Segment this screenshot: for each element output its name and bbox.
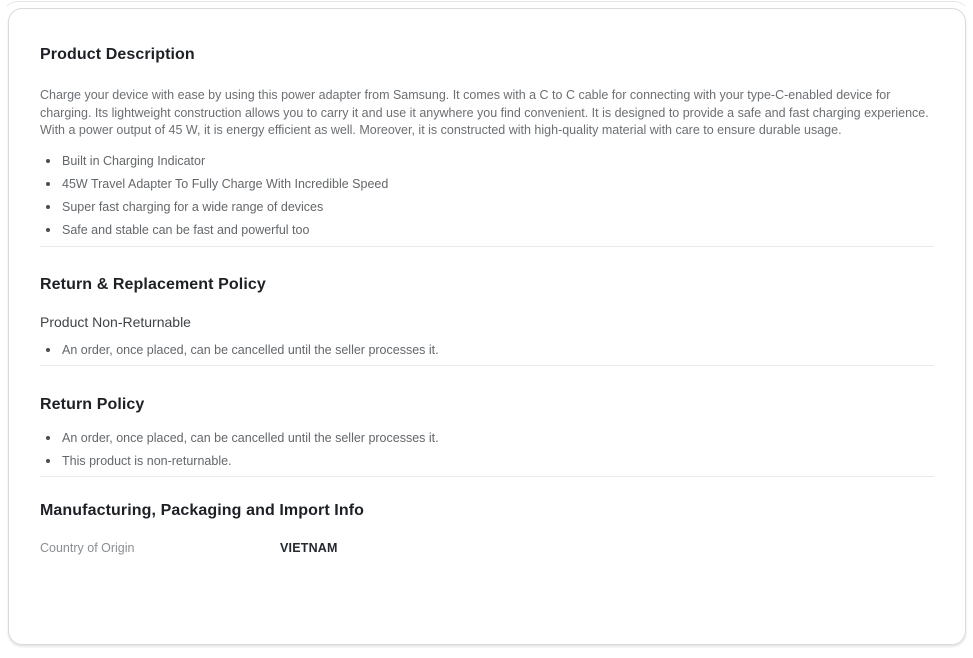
bullet-icon — [46, 348, 50, 352]
bullet-text: 45W Travel Adapter To Fully Charge With Incredible Speed — [62, 176, 389, 191]
return-replacement-policy-heading: Return & Replacement Policy — [40, 275, 266, 293]
bullet-icon — [46, 182, 50, 186]
bullet-text: An order, once placed, can be cancelled until the seller processes it. — [62, 430, 439, 445]
section-divider — [40, 246, 934, 247]
bullet-icon — [46, 459, 50, 463]
manufacturing-info-heading: Manufacturing, Packaging and Import Info — [40, 501, 365, 519]
list-item — [40, 222, 934, 238]
bullet-icon — [46, 159, 50, 163]
return-policy-heading: Return Policy — [40, 395, 145, 413]
bullet-icon — [46, 436, 50, 440]
list-item — [40, 430, 934, 446]
bullet-text: This product is non-returnable. — [62, 453, 232, 468]
non-returnable-subtitle: Product Non-Returnable — [40, 313, 191, 330]
bullet-icon — [46, 205, 50, 209]
bullet-text: Built in Charging Indicator — [62, 153, 206, 168]
product-details-card — [8, 8, 966, 645]
country-of-origin-label: Country of Origin — [40, 540, 135, 555]
list-item — [40, 199, 934, 215]
bullet-text: Super fast charging for a wide range of devices — [62, 199, 324, 214]
product-feature-list — [40, 153, 934, 238]
country-of-origin-value: VIETNAM — [280, 540, 338, 555]
product-description-heading: Product Description — [40, 46, 195, 63]
product-description-paragraph: Charge your device with ease by using this power adapter from Samsung. It comes with a C to C cable for connecting with your type-C-enabled device for charging. Its lightweight construction allows you to carry it and use it anywhere you find convenient. It is designed to provide a safe and fast charging experience. With a power output of 45 W, it is energy efficient as well. Moreover, it is constructed with high-quality material with care to ensure durable usage. — [40, 88, 929, 137]
return-replacement-policy-list — [40, 342, 934, 358]
bullet-icon — [46, 228, 50, 232]
section-divider — [40, 365, 934, 366]
return-policy-list — [40, 430, 934, 469]
bullet-text: An order, once placed, can be cancelled until the seller processes it. — [62, 342, 439, 357]
list-item — [40, 153, 934, 169]
info-row — [40, 540, 934, 556]
bullet-text: Safe and stable can be fast and powerful too — [62, 222, 310, 237]
list-item — [40, 342, 934, 358]
section-divider — [40, 476, 934, 477]
list-item — [40, 176, 934, 192]
list-item — [40, 453, 934, 469]
